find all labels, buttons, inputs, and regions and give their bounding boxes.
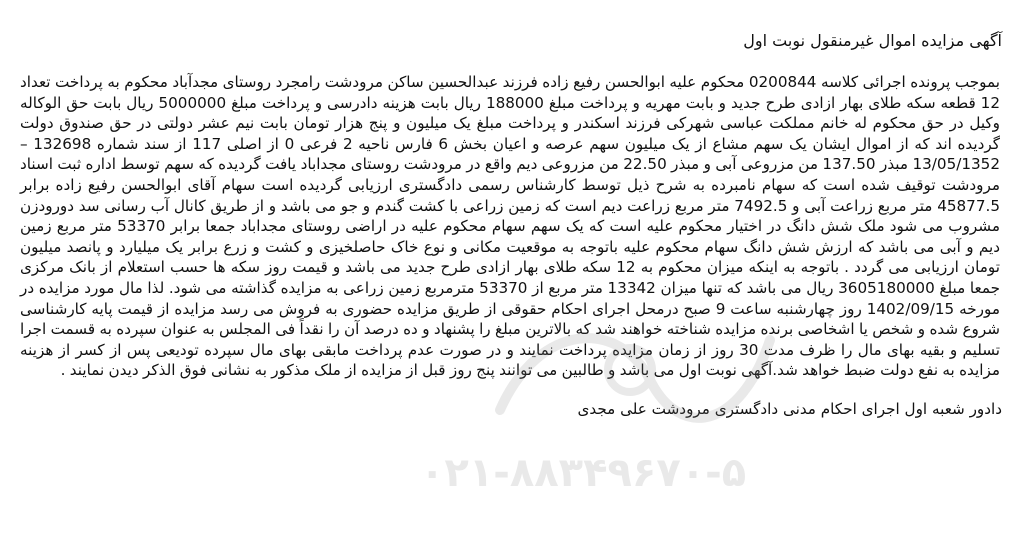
notice-title: آگهی مزایده اموال غیرمنقول نوبت اول [743, 31, 1002, 50]
notice-body: بموجب پرونده اجرائی کلاسه 0200844 محکوم علیه ابوالحسن رفیع زاده فرزند عبدالحسین ساکن مرودشت رامجرد روستای مجدآباد محکوم به پرداخت تعداد 12 قطعه سکه طلای بهار ازادی طرح جدید و بابت مهریه و پرداخت مبلغ 188000 ریال بابت هزینه دادرسی و پرداخت مبلغ 5000000 ریال بابت حق الوکاله وکیل در حق محکوم له خانم مملکت عباسی شهرکی فرزند اسکندر و پرداخت مبلغ یک میلیون و پنج هزار تومان بابت نیم عشر دولتی در حق صندوق دولت گردیده اند که از اموال ایشان یک سهم مشاع از یک میلیون سهم عرصه و اعیان بخش 6 فارس ناحیه 2 فرعی 0 از اصلی 117 از سند شماره 132698 – 13/05/1352 مبذر 137.50 من مزروعی آبی و مبذر 22.50 من مزروعی دیم واقع در مرودشت روستای مجداباد یافت گردیده که سهم توسط اداره ثبت اسناد مرودشت توقیف شده است که سهام نامبرده به شرح ذیل توسط کارشناس رسمی دادگستری ارزیابی گردیده است سهام آقای ابوالحسن رفیع زاده برابر 45877.5 متر مربع زراعت آبی و 7492.5 متر مربع زراعت دیم است که زمین زراعی با کشت گندم و جو می باشد و از طریق کانال آب رسانی سد دورودزن مشروب می شود ملک شش دانگ در اختیار محکوم علیه است که یک سهم سهام محکوم علیه در اراضی روستای مجداباد جمعا برابر 53370 متر مربع زمین دیم و آبی می باشد که ارزش شش دانگ سهام محکوم علیه باتوجه به موقعیت مکانی و نوع خاک حاصلخیزی و کشت و زرع برابر یک میلیارد و پانصد میلیون تومان ارزیابی می گردد . باتوجه به اینکه میزان محکوم به 12 سکه طلای بهار ازادی طرح جدید می باشد و قیمت روز سکه ها حسب استعلام از بانک مرکزی جمعا مبلغ 3605180000 ریال می باشد که تنها میزان 13342 متر مربع از 53370 مترمربع زمین زراعی به مزایده گذاشته می شود. لذا مال مورد مزایده در مورخه 1402/09/15 روز چهارشنبه ساعت 9 صبح درمحل اجرای احکام حقوقی از طریق مزایده حضوری به فروش می رسد مزایده از قیمت پایه کارشناسی شروع شده و شخص یا اشخاصی برنده مزایده شناخته خواهند شد که بالاترین مبلغ را پشنهاد و ده درصد آن را نقداً فی المجلس به عنوان سپرده به قسمت اجرا تسلیم و بقیه بهای مال را ظرف مدت 30 روز از زمان مزایده پرداخت نمایند و در صورت عدم پرداخت مابقی بهای مال سپرده تودیعی پس از کسر از هزینه مزایده به نفع دولت ضبط خواهد شد.آگهی نوبت اول می باشد و طالبین می توانند پنج روز قبل از مزایده از ملک مذکور به نشانی فوق الذکر دیدن نمایند . [20, 73, 1001, 380]
notice-signature: دادور شعبه اول اجرای احکام مدنی دادگستری مرودشت علی مجدی [577, 399, 1002, 418]
watermark-phone: ۰۲۱-۸۸۳۴۹۶۷۰-۵ [420, 450, 747, 496]
